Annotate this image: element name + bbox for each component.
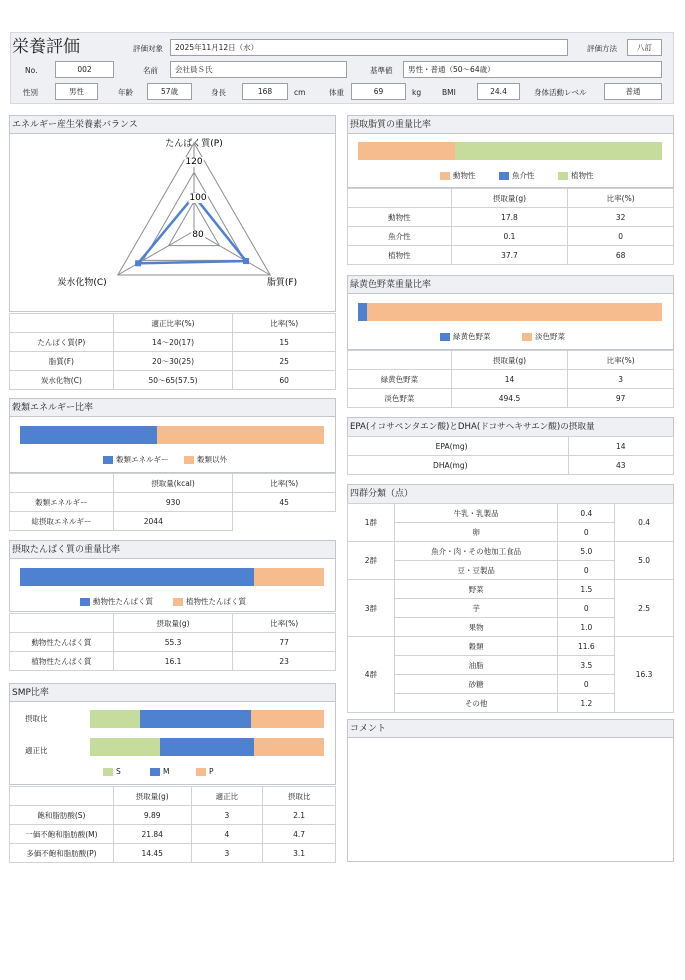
bar-segment — [254, 568, 324, 586]
table-row: 多価不飽和脂肪酸(P) 14.45 3 3.1 — [10, 844, 336, 863]
legend-item: 動物性たんぱく質 — [80, 597, 153, 607]
eval-target-label: 評価対象 — [133, 44, 163, 53]
grain-table: 摂取量(kcal) 比率(%) 穀類エネルギー 930 45 総摂取エネルギー 2044 — [9, 473, 336, 531]
comment-panel — [347, 719, 674, 862]
table-row: 魚介性 0.1 0 — [348, 227, 674, 246]
bmi-label: BMI — [442, 88, 456, 97]
pal-label: 身体活動レベル — [534, 88, 587, 97]
legend-item: 穀類エネルギー — [103, 455, 169, 465]
bar-segment — [20, 568, 254, 586]
legend-item: M — [150, 767, 169, 777]
table-row: 2群 魚介・肉・その他加工食品 5.0 5.0 — [348, 542, 674, 561]
table-row: 4群 穀類 11.6 16.3 — [348, 637, 674, 656]
bar-segment — [367, 303, 662, 321]
no-label: No. — [25, 66, 38, 75]
epa-panel — [347, 417, 674, 436]
height-field[interactable]: 168 — [242, 83, 288, 100]
fat-stacked-bar — [358, 142, 662, 160]
legend-item: P — [196, 767, 214, 777]
bar-segment — [358, 303, 367, 321]
legend-item: 植物性 — [558, 171, 594, 181]
grain-stacked-bar — [20, 426, 324, 444]
legend-item: 淡色野菜 — [522, 332, 565, 342]
radar-data-point — [135, 260, 141, 266]
smp-panel — [9, 683, 336, 785]
radar-tick-label: 100 — [189, 193, 207, 203]
page-title: 栄養評価 — [12, 37, 80, 57]
legend-item: 魚介性 — [499, 171, 535, 181]
table-row: 豆・豆製品 0 — [348, 561, 674, 580]
smp-bar-proper — [90, 738, 324, 756]
smp-category-label: 摂取比 — [25, 714, 48, 723]
weight-unit: kg — [412, 88, 422, 97]
table-header: 適正比率(%) — [113, 314, 233, 333]
table-header — [10, 314, 114, 333]
table-row: 穀類エネルギー 930 45 — [10, 493, 336, 512]
bar-segment — [140, 710, 251, 728]
eval-target-field[interactable]: 2025年11月12日（水） — [170, 39, 568, 56]
radar-tick-label: 80 — [192, 230, 204, 240]
table-row: 3群 野菜 1.5 2.5 — [348, 580, 674, 599]
bar-segment — [251, 710, 324, 728]
bar-segment — [160, 738, 254, 756]
table-row: 一価不飽和脂肪酸(M) 21.84 4 4.7 — [10, 825, 336, 844]
table-row: 植物性たんぱく質 16.1 23 — [10, 652, 336, 671]
standard-field[interactable]: 男性・普通（50〜64歳） — [403, 61, 662, 78]
table-row: DHA(mg) 43 — [348, 456, 674, 475]
table-row: 油脂 3.5 — [348, 656, 674, 675]
smp-category-label: 適正比 — [25, 746, 48, 755]
grain-title: 穀類エネルギー比率 — [10, 399, 335, 417]
four-group-panel — [347, 484, 674, 503]
legend-swatch-orange — [184, 456, 194, 464]
comment-title: コメント — [348, 720, 673, 738]
radar-data-point — [243, 258, 249, 264]
table-row: 砂糖 0 — [348, 675, 674, 694]
veg-table: 摂取量(g) 比率(%) 緑黄色野菜 14 3 淡色野菜 494.5 97 — [347, 350, 674, 408]
height-label: 身長 — [211, 88, 226, 97]
table-header: 比率(%) — [233, 314, 336, 333]
legend-item: 穀類以外 — [184, 455, 227, 465]
age-label: 年齢 — [118, 88, 133, 97]
bar-segment — [455, 142, 662, 160]
name-label: 名前 — [143, 66, 158, 75]
table-row: 淡色野菜 494.5 97 — [348, 389, 674, 408]
bar-segment — [90, 710, 140, 728]
table-row: 1群 牛乳・乳製品 0.4 0.4 — [348, 504, 674, 523]
table-row: 総摂取エネルギー 2044 — [10, 512, 336, 531]
smp-title: SMP比率 — [10, 684, 335, 702]
sex-field[interactable]: 男性 — [55, 83, 98, 100]
table-row: EPA(mg) 14 — [348, 437, 674, 456]
table-row: 果物 1.0 — [348, 618, 674, 637]
protein-table: 摂取量(g) 比率(%) 動物性たんぱく質 55.3 77 植物性たんぱく質 16.1 23 — [9, 613, 336, 671]
radar-axis-label-c: 炭水化物(C) — [57, 278, 107, 288]
protein-title: 摂取たんぱく質の重量比率 — [10, 541, 335, 559]
standard-label: 基準値 — [370, 66, 393, 75]
bmi-field[interactable]: 24.4 — [477, 83, 520, 100]
table-row: 飽和脂肪酸(S) 9.89 3 2.1 — [10, 806, 336, 825]
bar-segment — [157, 426, 324, 444]
table-row: 植物性 37.7 68 — [348, 246, 674, 265]
pfc-table — [9, 313, 336, 390]
pfc-radar-chart — [10, 134, 335, 309]
legend-item: S — [103, 767, 121, 777]
protein-stacked-bar — [20, 568, 324, 586]
radar-axis-label-p: たんぱく質(P) — [165, 139, 223, 149]
eval-method-label: 評価方法 — [587, 44, 617, 53]
smp-table: 摂取量(g) 適正比 摂取比 飽和脂肪酸(S) 9.89 3 2.1 一価不飽和脂肪酸(M) 21.84 4 4.7 多価不飽和脂肪酸(P) 14.45 3 3.1 — [9, 786, 336, 863]
radar-tick-label: 120 — [185, 157, 203, 167]
eval-method-field[interactable]: 八訂 — [627, 39, 662, 56]
weight-field[interactable]: 69 — [351, 83, 406, 100]
veg-stacked-bar — [358, 303, 662, 321]
fat-table: 摂取量(g) 比率(%) 動物性 17.8 32 魚介性 0.1 0 植物性 37.7 68 — [347, 188, 674, 265]
epa-title: EPA(イコサペンタエン酸)とDHA(ドコサヘキサエン酸)の摂取量 — [348, 418, 673, 436]
four-group-table — [347, 503, 674, 713]
epa-table — [347, 436, 674, 475]
fat-title: 摂取脂質の重量比率 — [348, 116, 673, 134]
radar-axis-label-f: 脂質(F) — [266, 278, 298, 288]
table-row: その他 1.2 — [348, 694, 674, 713]
bar-segment — [20, 426, 157, 444]
age-field[interactable]: 57歳 — [147, 83, 192, 100]
bar-segment — [254, 738, 324, 756]
table-row: 炭水化物(C) 50〜65(57.5) 60 — [10, 371, 336, 390]
no-field[interactable]: 002 — [55, 61, 114, 78]
name-field[interactable]: 会社員Ｓ氏 — [170, 61, 347, 78]
sex-label: 性別 — [23, 88, 38, 97]
bar-segment — [90, 738, 160, 756]
pal-field[interactable]: 普通 — [604, 83, 662, 100]
table-row: 緑黄色野菜 14 3 — [348, 370, 674, 389]
legend-item: 植物性たんぱく質 — [173, 597, 246, 607]
comment-text[interactable] — [352, 742, 669, 857]
height-unit: cm — [294, 88, 306, 97]
legend-swatch-blue — [103, 456, 113, 464]
weight-label: 体重 — [329, 88, 344, 97]
table-row: たんぱく質(P) 14〜20(17) 15 — [10, 333, 336, 352]
pfc-title: エネルギー産生栄養素バランス — [10, 116, 335, 134]
table-row: 卵 0 — [348, 523, 674, 542]
veg-title: 緑黄色野菜重量比率 — [348, 276, 673, 294]
table-row: 動物性 17.8 32 — [348, 208, 674, 227]
legend-item: 動物性 — [440, 171, 476, 181]
four-group-title: 四群分類（点） — [348, 485, 673, 503]
smp-bar-intake — [90, 710, 324, 728]
legend-item: 緑黄色野菜 — [440, 332, 491, 342]
table-row: 脂質(F) 20〜30(25) 25 — [10, 352, 336, 371]
table-row: 芋 0 — [348, 599, 674, 618]
table-row: 動物性たんぱく質 55.3 77 — [10, 633, 336, 652]
bar-segment — [358, 142, 455, 160]
